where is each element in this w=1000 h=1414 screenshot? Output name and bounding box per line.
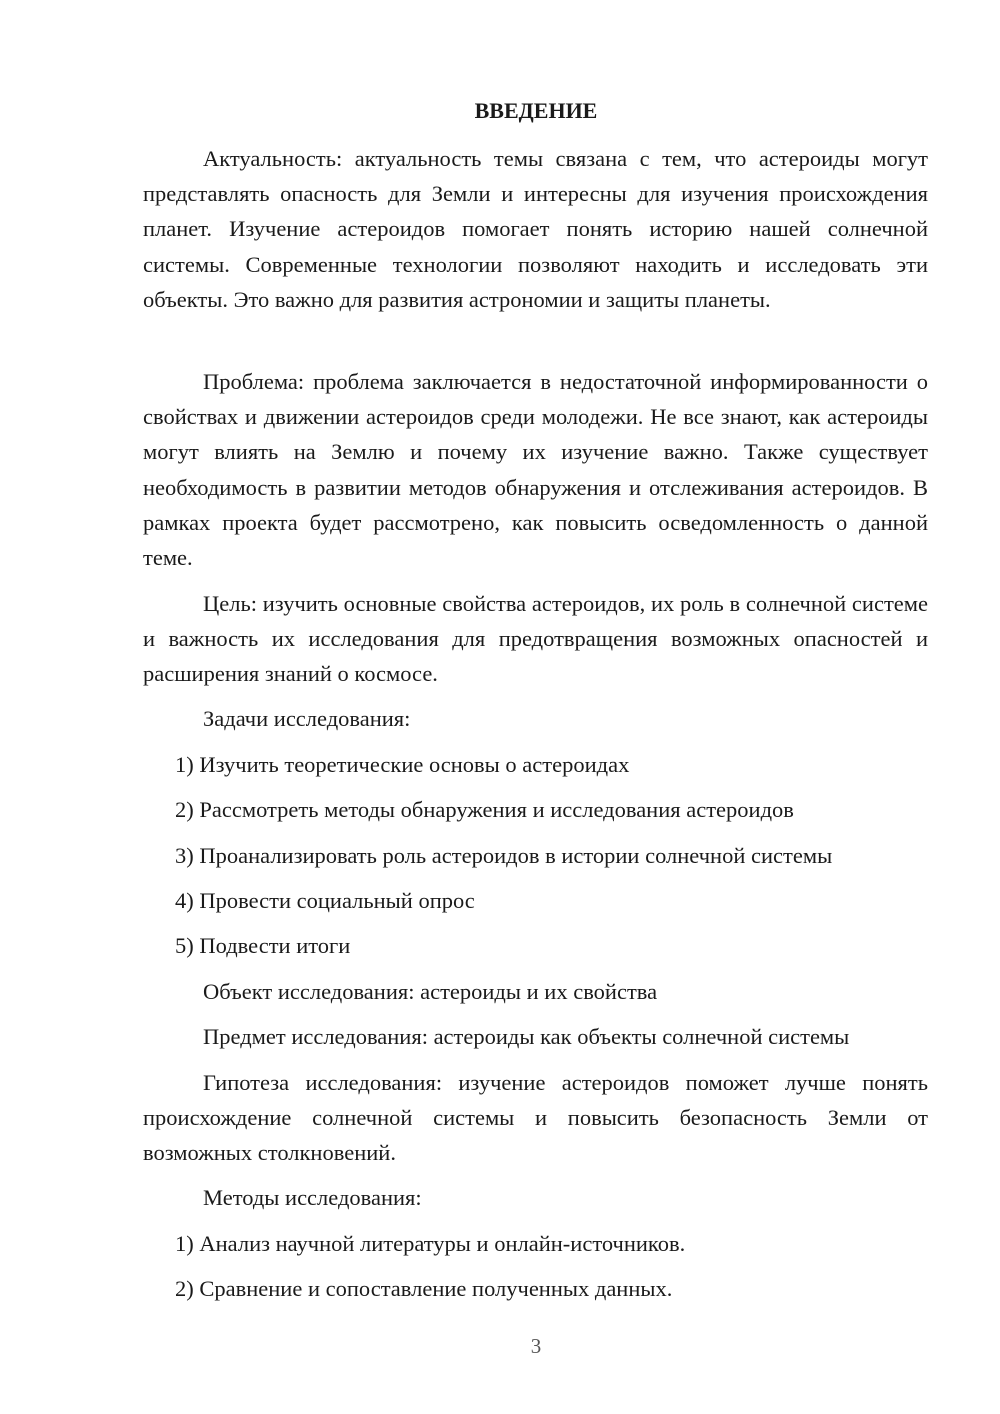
research-object: Объект исследования: астероиды и их свойства — [203, 979, 658, 1004]
goal-paragraph: Цель: изучить основные свойства астероидов, их роль в солнечной системе и важность их исследования для предотвращения возможных опасностей и расширения знаний о космосе. — [143, 591, 928, 687]
task-item: 2) Рассмотреть методы обнаружения и исследования астероидов — [175, 797, 794, 822]
relevance-paragraph: Актуальность: актуальность темы связана с тем, что астероиды могут представлять опасность для Земли и интересны для изучения происхождения планет. Изучение астероидов помогает понять историю нашей солнечной системы. Современные технологии позволяют находить и исследовать эти объекты. Это важно для развития астрономии и защиты планеты. — [143, 146, 928, 312]
research-subject: Предмет исследования: астероиды как объекты солнечной системы — [203, 1024, 850, 1049]
task-item: 3) Проанализировать роль астероидов в истории солнечной системы — [175, 843, 833, 868]
tasks-title: Задачи исследования: — [203, 706, 411, 731]
method-item: 2) Сравнение и сопоставление полученных данных. — [175, 1276, 673, 1301]
page-number: 3 — [530, 1334, 542, 1358]
task-item: 1) Изучить теоретические основы о астероидах — [175, 752, 630, 777]
methods-title: Методы исследования: — [203, 1185, 422, 1210]
task-item: 5) Подвести итоги — [175, 933, 351, 958]
task-item: 4) Провести социальный опрос — [175, 888, 475, 913]
method-item: 1) Анализ научной литературы и онлайн-источников. — [175, 1231, 686, 1256]
section-heading: ВВЕДЕНИЕ — [474, 98, 598, 123]
problem-paragraph: Проблема: проблема заключается в недостаточной информированности о свойствах и движении астероидов среди молодежи. Не все знают, как астероиды могут влиять на Землю и почему их изучение важно. Также существует необходимость в развитии методов обнаружения и отслеживания астероидов. В рамках проекта будет рассмотрено, как повысить осведомленность о данной теме. — [143, 369, 928, 571]
hypothesis-paragraph: Гипотеза исследования: изучение астероидов поможет лучше понять происхождение солнечной системы и повысить безопасность Земли от возможных столкновений. — [143, 1070, 928, 1166]
